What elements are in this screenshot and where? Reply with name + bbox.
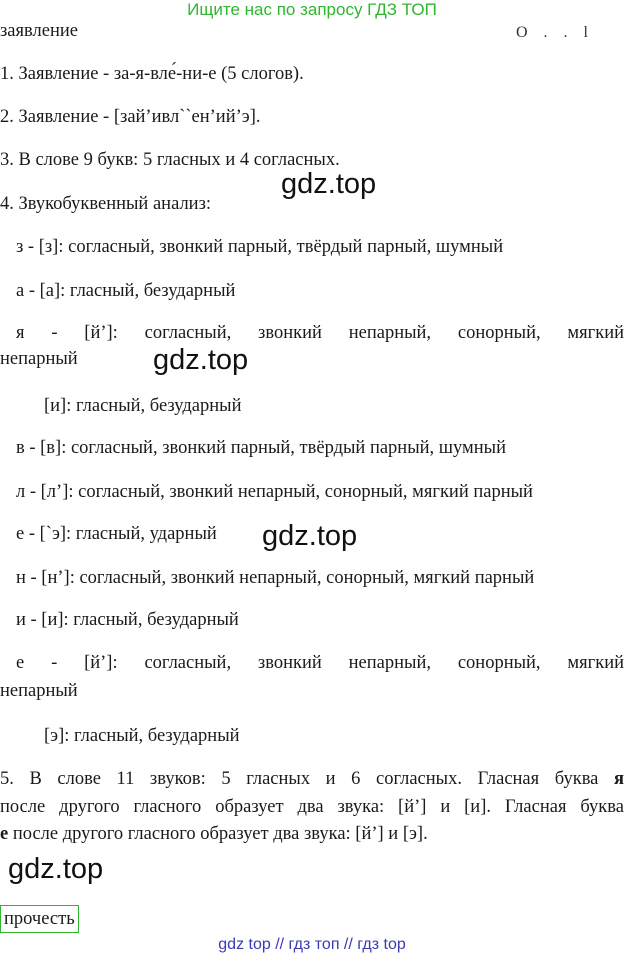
analysis-a: а - [а]: гласный, безударный: [16, 281, 236, 301]
conclusion-bold-letter: е: [0, 824, 9, 844]
footer-links[interactable]: gdz top // гдз топ // гдз top: [218, 936, 406, 953]
watermark: gdz.top: [281, 168, 377, 200]
watermark: gdz.top: [8, 853, 104, 885]
word-header: заявление: [0, 21, 78, 41]
item-syllables: 1. Заявление - за-я-вле́-ни-е (5 слогов).: [0, 64, 304, 84]
conclusion-text: 5. В слове 11 звуков: 5 гласных и 6 согласных. Гласная буква: [0, 769, 614, 789]
top-banner[interactable]: Ищите нас по запросу ГДЗ ТОП: [187, 0, 437, 19]
analysis-e2-line2: непарный: [0, 681, 78, 701]
watermark: gdz.top: [153, 344, 249, 376]
conclusion-text: после другого гласного образует два звука: [й’] и [э].: [8, 824, 428, 844]
top-right-fragment: О . . l: [516, 24, 594, 41]
analysis-ya-line1: я - [й’]: согласный, звонкий непарный, сонорный, мягкий: [16, 323, 624, 343]
analysis-e2-e: [э]: гласный, безударный: [44, 726, 240, 746]
item-transcription: 2. Заявление - [зай’ивл``ен’ий’э].: [0, 107, 261, 127]
conclusion-line1: [0, 768, 624, 790]
analysis-ya-line2: непарный: [0, 349, 78, 369]
conclusion-line2: после другого гласного образует два звука: [й’] и [и]. Гласная буква: [0, 797, 624, 817]
analysis-e-stressed: е - [`э]: гласный, ударный: [16, 524, 217, 544]
analysis-n: н - [н’]: согласный, звонкий непарный, сонорный, мягкий парный: [16, 568, 535, 588]
conclusion-bold-letter: я: [613, 769, 624, 789]
item-analysis-heading: 4. Звукобуквенный анализ:: [0, 194, 212, 214]
read-button[interactable]: прочесть: [0, 905, 79, 933]
analysis-e2-line1: е - [й’]: согласный, звонкий непарный, сонорный, мягкий: [16, 653, 624, 673]
analysis-v: в - [в]: согласный, звонкий парный, твёрдый парный, шумный: [16, 438, 506, 458]
analysis-i: и - [и]: гласный, безударный: [16, 610, 239, 630]
item-letter-count: 3. В слове 9 букв: 5 гласных и 4 согласных.: [0, 150, 340, 170]
analysis-z: з - [з]: согласный, звонкий парный, твёрдый парный, шумный: [16, 237, 504, 257]
watermark: gdz.top: [262, 520, 358, 552]
analysis-l: л - [л’]: согласный, звонкий непарный, сонорный, мягкий парный: [16, 482, 533, 502]
analysis-ya-i: [и]: гласный, безударный: [44, 396, 242, 416]
conclusion-line3: [0, 823, 428, 845]
